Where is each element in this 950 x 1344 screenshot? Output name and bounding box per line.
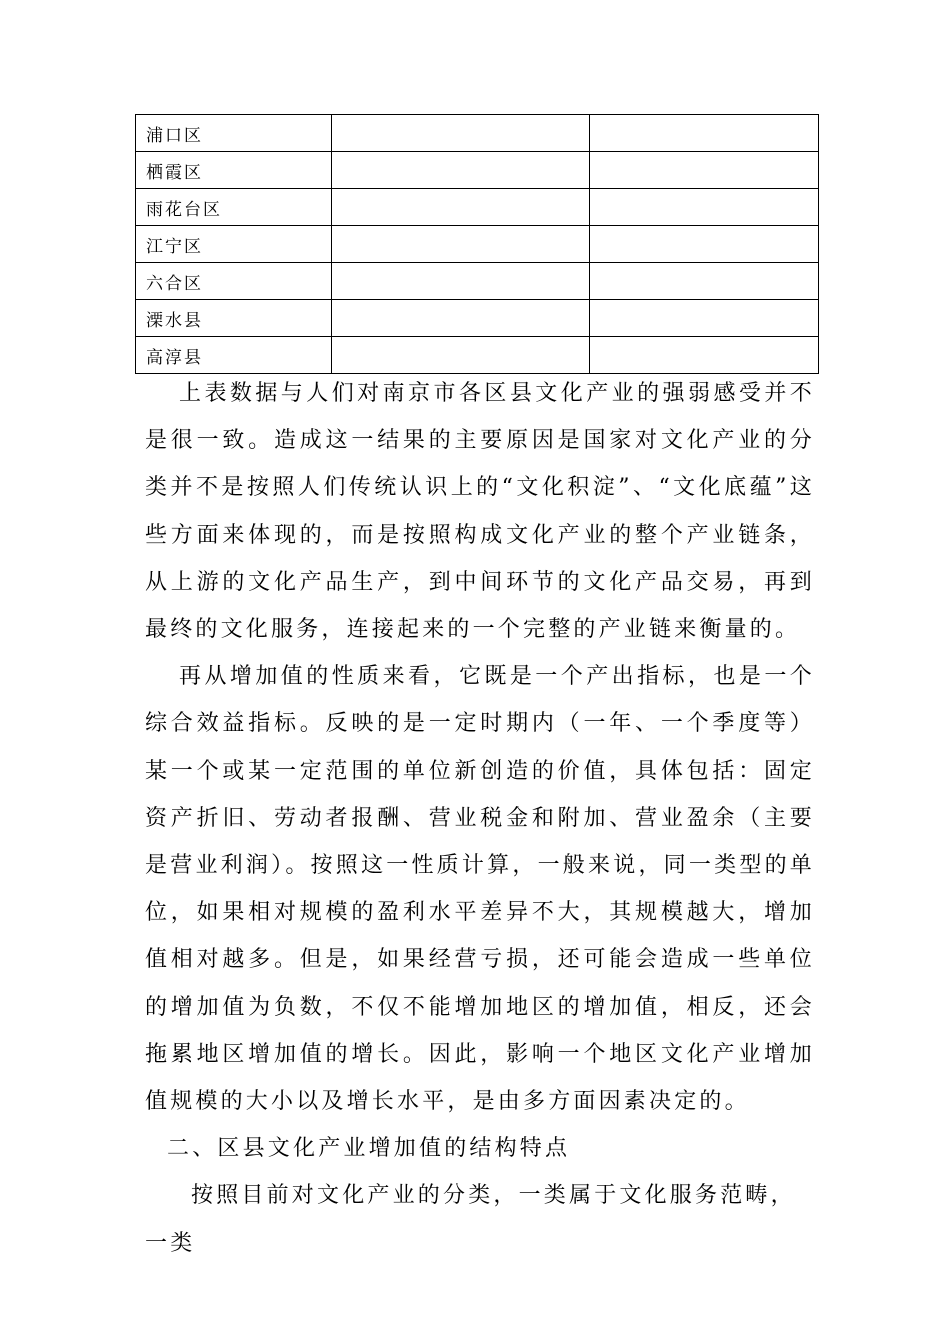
table-row xyxy=(136,226,819,263)
section-heading: 二、区县文化产业增加值的结构特点 xyxy=(167,1136,571,1162)
district-cell: 雨花台区 xyxy=(136,189,332,226)
table-row xyxy=(136,152,819,189)
district-cell: 溧水县 xyxy=(136,300,332,337)
district-cell: 高淳县 xyxy=(136,337,332,374)
table-row xyxy=(136,300,819,337)
table-row xyxy=(136,337,819,374)
table-row xyxy=(136,263,819,300)
district-cell: 江宁区 xyxy=(136,226,332,263)
paragraph-classification: 按照目前对文化产业的分类，一类属于文化服务范畴，一类 xyxy=(145,1183,796,1256)
value-cell xyxy=(590,226,819,263)
value-cell xyxy=(332,189,590,226)
value-cell xyxy=(332,226,590,263)
value-cell xyxy=(332,263,590,300)
value-cell xyxy=(332,300,590,337)
value-cell xyxy=(590,189,819,226)
paragraph-value-added-nature: 再从增加值的性质来看，它既是一个产出指标，也是一个综合效益指标。反映的是一定时期内（一年、一个季度等）某一个或某一定范围的单位新创造的价值，具体包括：固定资产折旧、劳动者报酬、营业税金和附加、营业盈余（主要是营业利润）。按照这一性质计算，一般来说，同一类型的单位，如果相对规模的盈利水平差异不大，其规模越大，增加值相对越多。但是，如果经营亏损，还可能会造成一些单位的增加值为负数，不仅不能增加地区的增加值，相反，还会拖累地区增加值的增长。因此，影响一个地区文化产业增加值规模的大小以及增长水平，是由多方面因素决定的。 xyxy=(145,664,815,1115)
paragraph-table-commentary: 上表数据与人们对南京市各区县文化产业的强弱感受并不是很一致。造成这一结果的主要原因是国家对文化产业的分类并不是按照人们传统认识上的“文化积淀”、“文化底蕴”这些方面来体现的，而是按照构成文化产业的整个产业链条，从上游的文化产品生产，到中间环节的文化产品交易，再到最终的文化服务，连接起来的一个完整的产业链来衡量的。 xyxy=(145,381,815,643)
value-cell xyxy=(332,152,590,189)
value-cell xyxy=(590,115,819,152)
table-row xyxy=(136,115,819,152)
district-table xyxy=(135,114,819,374)
value-cell xyxy=(332,115,590,152)
district-cell: 六合区 xyxy=(136,263,332,300)
value-cell xyxy=(590,152,819,189)
district-cell: 浦口区 xyxy=(136,115,332,152)
value-cell xyxy=(590,300,819,337)
table-row xyxy=(136,189,819,226)
value-cell xyxy=(332,337,590,374)
value-cell xyxy=(590,263,819,300)
body-text xyxy=(145,370,815,1267)
district-cell: 栖霞区 xyxy=(136,152,332,189)
value-cell xyxy=(590,337,819,374)
